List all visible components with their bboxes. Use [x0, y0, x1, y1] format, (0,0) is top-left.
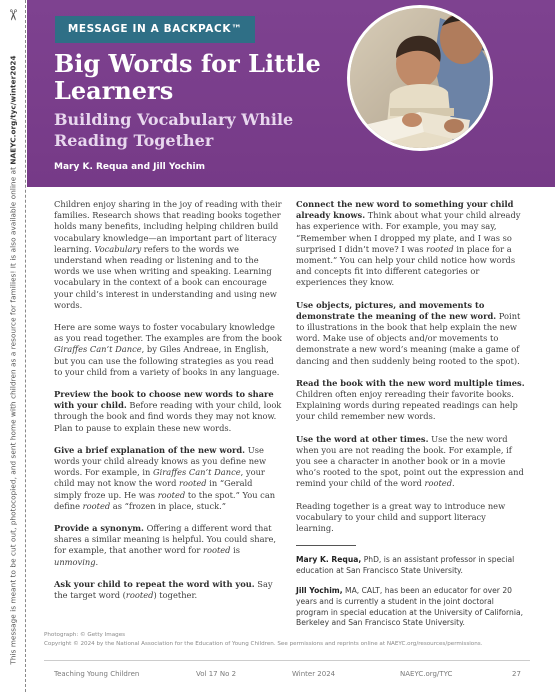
header-banner: [27, 0, 555, 187]
tip-heading: Ask your child to repeat the word with you.: [54, 578, 255, 589]
tip-reread: Read the book with the new word multiple times. Children often enjoy rereading their favorite books. Explaining words during repeated readings can help your child remember new words.: [296, 377, 525, 422]
tip-heading: Use the word at other times.: [296, 433, 429, 444]
tip-heading: Give a brief explanation of the new word.: [54, 444, 246, 455]
tip-connect: Connect the new word to something your child already knows. Think about what your child already has experience with. For example, you may say, “Remember when I dropped my plate, and I was so surprised I didn’t move? I was rooted in place for a moment.” You can help your child notice how words and concepts fit into different categories or experiences they know.: [296, 199, 521, 288]
footer-divider: [44, 660, 530, 661]
tip-heading: Preview the book to choose new words to share with your child.: [54, 389, 274, 411]
tip-synonym: Provide a synonym. Offering a different word that shares a similar meaning is helpful. You could share, for example, that another word for rooted is unmoving.: [54, 523, 277, 567]
intro-paragraph-2: Here are some ways to foster vocabulary knowledge as you read together. The examples are from the book Giraffes Can’t Dance, by Giles Andreae, in English, but you can use the following strategies as you read to your child from a variety of books in any language.: [54, 322, 282, 377]
photo-illustration: [350, 8, 493, 151]
cut-strip: [0, 0, 26, 692]
footer-season: Winter 2024: [292, 670, 336, 678]
footer-site[interactable]: NAEYC.org/TYC: [400, 670, 453, 678]
author-bio-yochim: Jill Yochim, MA, CALT, has been an educator for over 20 years and is currently a student in the joint doctoral program in special education at the University of California, Berkeley and San Francisco State University.: [296, 586, 524, 628]
page-subtitle: Building Vocabulary While Reading Together: [54, 110, 294, 150]
tip-explain: Give a brief explanation of the new word. Use words your child already knows as you define new words. For example, in Giraffes Can’t Dance, your child may not know the word rooted in “Gerald simply froze up. He was rooted to the spot.” You can define rooted as “frozen in place, stuck.”: [54, 444, 276, 511]
credits: [44, 631, 482, 648]
scissors-icon: ✂: [4, 8, 22, 22]
tip-heading: Connect the new word to something your child already knows.: [296, 199, 514, 221]
tip-heading: Provide a synonym.: [54, 523, 144, 534]
closing-paragraph: Reading together is a great way to introduce new vocabulary to your child and support literacy learning.: [296, 500, 506, 534]
article-right-column: [296, 199, 526, 639]
cut-strip-text: This message is meant to be cut out, photocopied, and sent home with children as a resource for families! It is also available online at NAEYC.org/tyc/winter2024: [8, 55, 18, 665]
copyright-notice: Copyright © 2024 by the National Association for the Education of Young Children. See permissions and reprints online at NAEYC.org/resources/permissions.: [44, 640, 483, 647]
cut-strip-url[interactable]: NAEYC.org/tyc/winter2024: [8, 55, 18, 165]
article-left-column: [54, 199, 282, 612]
page-title: Big Words for Little Learners: [54, 49, 321, 105]
authors-line: Mary K. Requa and Jill Yochim: [54, 162, 205, 172]
intro-paragraph-1: Children enjoy sharing in the joy of reading with their families. Research shows that reading books together holds many benefits, including helping children build vocabulary knowledge—an important part of literacy learning. Vocabulary refers to the words we understand when reading or listening and to the words we use when writing and speaking. Learning vocabulary in the context of a book can encourage your child’s interest in understanding and using new words.: [54, 199, 282, 310]
tip-heading: Use objects, pictures, and movements to demonstrate the meaning of the new word.: [296, 299, 497, 321]
bio-divider: [296, 545, 356, 546]
tip-other-times: Use the word at other times. Use the new word when you are not reading the book. For example, if you see a character in another book or in a movie who’s rooted to the spot, point out the expression and remind your child of the word rooted.: [296, 433, 524, 489]
tip-preview: Preview the book to choose new words to share with your child. Before reading with your child, look through the book and find words they may not know. Plan to pause to explain these new words.: [54, 389, 282, 433]
page-number: 27: [512, 670, 521, 678]
tip-objects: Use objects, pictures, and movements to demonstrate the meaning of the new word. Point to illustrations in the book that help explain the new word. Make use of objects and/or movements to demonstrate a new word’s meaning (make a game of dancing and then suddenly being rooted to the spot).: [296, 299, 521, 366]
footer-publication: Teaching Young Children: [54, 670, 140, 678]
tip-heading: Read the book with the new word multiple times.: [296, 377, 525, 388]
footer-volume: Vol 17 No 2: [196, 670, 237, 678]
tip-repeat: Ask your child to repeat the word with you. Say the target word (rooted) together.: [54, 578, 273, 601]
photo-credit: Photograph: © Getty Images: [44, 632, 126, 638]
header-photo: [347, 5, 493, 151]
series-badge: MESSAGE IN A BACKPACK™: [55, 16, 255, 43]
author-bio-requa: Mary K. Requa, PhD, is an assistant professor in special education at San Francisco State University.: [296, 555, 515, 575]
